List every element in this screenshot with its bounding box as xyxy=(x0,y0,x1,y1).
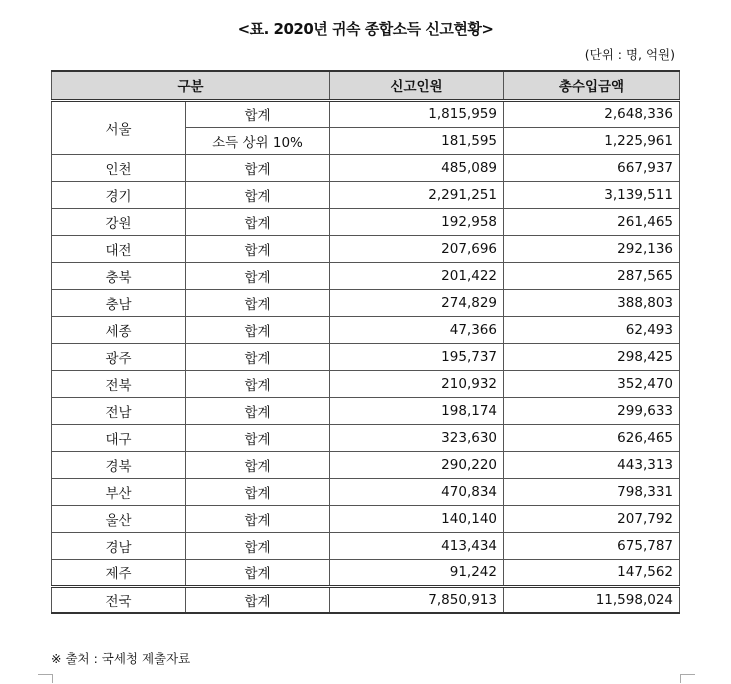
subcategory-cell: 합계 xyxy=(186,397,330,424)
table-row xyxy=(52,451,680,478)
page-corner-mark-right xyxy=(680,674,695,683)
region-cell: 충북 xyxy=(52,262,186,289)
income-cell: 207,792 xyxy=(504,505,680,532)
header-total-income: 총수입금액 xyxy=(504,71,680,100)
subcategory-cell: 합계 xyxy=(186,262,330,289)
header-category: 구분 xyxy=(52,71,330,100)
subcategory-cell: 합계 xyxy=(186,154,330,181)
table-row xyxy=(52,181,680,208)
income-cell: 352,470 xyxy=(504,370,680,397)
filers-cell: 181,595 xyxy=(330,127,504,154)
subcategory-cell: 합계 xyxy=(186,370,330,397)
filers-cell: 2,291,251 xyxy=(330,181,504,208)
income-report-table xyxy=(51,70,680,614)
region-cell: 전북 xyxy=(52,370,186,397)
region-cell: 경남 xyxy=(52,532,186,559)
table-row xyxy=(52,343,680,370)
income-cell: 626,465 xyxy=(504,424,680,451)
total-income-cell: 11,598,024 xyxy=(504,586,680,613)
region-cell: 광주 xyxy=(52,343,186,370)
subcategory-cell: 소득 상위 10% xyxy=(186,127,330,154)
income-cell: 261,465 xyxy=(504,208,680,235)
table-row xyxy=(52,208,680,235)
region-cell: 대구 xyxy=(52,424,186,451)
table-row xyxy=(52,397,680,424)
filers-cell: 195,737 xyxy=(330,343,504,370)
region-cell: 충남 xyxy=(52,289,186,316)
subcategory-cell: 합계 xyxy=(186,505,330,532)
region-cell: 강원 xyxy=(52,208,186,235)
filers-cell: 140,140 xyxy=(330,505,504,532)
filers-cell: 485,089 xyxy=(330,154,504,181)
region-cell: 부산 xyxy=(52,478,186,505)
income-cell: 3,139,511 xyxy=(504,181,680,208)
region-cell: 경북 xyxy=(52,451,186,478)
table-row xyxy=(52,316,680,343)
income-cell: 62,493 xyxy=(504,316,680,343)
income-cell: 675,787 xyxy=(504,532,680,559)
region-cell: 서울 xyxy=(52,100,186,154)
table-row xyxy=(52,100,680,127)
subcategory-cell: 합계 xyxy=(186,316,330,343)
subcategory-cell: 합계 xyxy=(186,532,330,559)
header-filers: 신고인원 xyxy=(330,71,504,100)
region-cell: 경기 xyxy=(52,181,186,208)
income-cell: 1,225,961 xyxy=(504,127,680,154)
income-cell: 2,648,336 xyxy=(504,100,680,127)
table-row xyxy=(52,505,680,532)
filers-cell: 290,220 xyxy=(330,451,504,478)
filers-cell: 274,829 xyxy=(330,289,504,316)
table-row xyxy=(52,262,680,289)
table-row xyxy=(52,370,680,397)
filers-cell: 91,242 xyxy=(330,559,504,586)
table-row xyxy=(52,424,680,451)
income-cell: 388,803 xyxy=(504,289,680,316)
filers-cell: 323,630 xyxy=(330,424,504,451)
subcategory-cell: 합계 xyxy=(186,343,330,370)
subcategory-cell: 합계 xyxy=(186,559,330,586)
income-cell: 443,313 xyxy=(504,451,680,478)
header-row xyxy=(52,71,680,100)
income-cell: 287,565 xyxy=(504,262,680,289)
filers-cell: 201,422 xyxy=(330,262,504,289)
table-row xyxy=(52,235,680,262)
filers-cell: 47,366 xyxy=(330,316,504,343)
income-cell: 298,425 xyxy=(504,343,680,370)
region-cell: 인천 xyxy=(52,154,186,181)
total-filers-cell: 7,850,913 xyxy=(330,586,504,613)
region-cell: 울산 xyxy=(52,505,186,532)
total-subcategory-cell: 합계 xyxy=(186,586,330,613)
source-note: ※ 출처 : 국세청 제출자료 xyxy=(51,651,191,666)
region-cell: 제주 xyxy=(52,559,186,586)
income-cell: 798,331 xyxy=(504,478,680,505)
table-row xyxy=(52,289,680,316)
subcategory-cell: 합계 xyxy=(186,424,330,451)
table-title: <표. 2020년 귀속 종합소득 신고현황> xyxy=(237,20,494,38)
filers-cell: 198,174 xyxy=(330,397,504,424)
total-row xyxy=(52,586,680,613)
total-region-cell: 전국 xyxy=(52,586,186,613)
region-cell: 전남 xyxy=(52,397,186,424)
subcategory-cell: 합계 xyxy=(186,289,330,316)
subcategory-cell: 합계 xyxy=(186,235,330,262)
income-cell: 667,937 xyxy=(504,154,680,181)
page-corner-mark-left xyxy=(38,674,53,683)
table-row xyxy=(52,478,680,505)
income-cell: 292,136 xyxy=(504,235,680,262)
table-row xyxy=(52,559,680,586)
income-cell: 299,633 xyxy=(504,397,680,424)
filers-cell: 192,958 xyxy=(330,208,504,235)
filers-cell: 413,434 xyxy=(330,532,504,559)
subcategory-cell: 합계 xyxy=(186,451,330,478)
unit-note: (단위 : 명, 억원) xyxy=(584,47,675,62)
subcategory-cell: 합계 xyxy=(186,208,330,235)
region-cell: 세종 xyxy=(52,316,186,343)
table-row xyxy=(52,154,680,181)
region-cell: 대전 xyxy=(52,235,186,262)
table-row xyxy=(52,532,680,559)
subcategory-cell: 합계 xyxy=(186,181,330,208)
filers-cell: 1,815,959 xyxy=(330,100,504,127)
subcategory-cell: 합계 xyxy=(186,100,330,127)
filers-cell: 470,834 xyxy=(330,478,504,505)
subcategory-cell: 합계 xyxy=(186,478,330,505)
filers-cell: 207,696 xyxy=(330,235,504,262)
filers-cell: 210,932 xyxy=(330,370,504,397)
income-cell: 147,562 xyxy=(504,559,680,586)
